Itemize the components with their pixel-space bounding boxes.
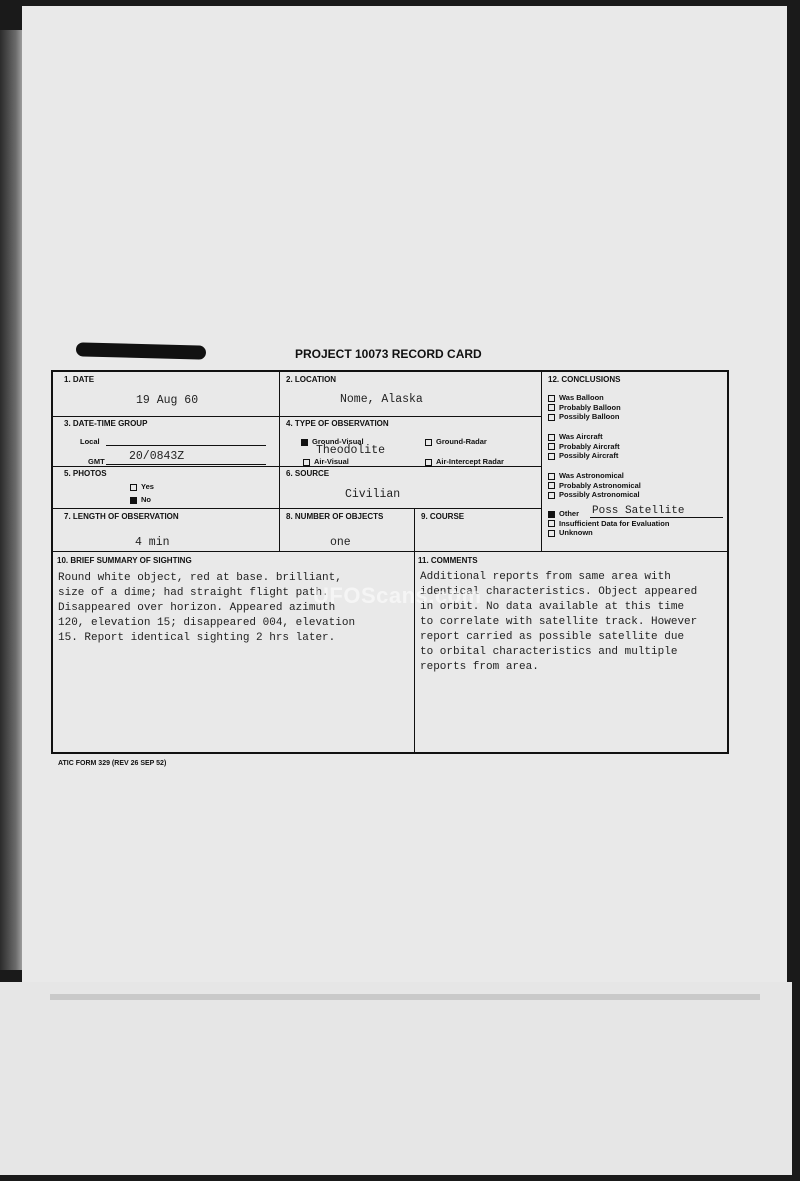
conclusion-item [548,403,621,413]
comments-line: Additional reports from same area with [420,571,671,583]
divider [414,508,415,752]
location-value: Nome, Alaska [340,393,423,406]
divider [541,372,542,551]
local-underline [106,445,266,446]
conclusion-item [548,481,641,491]
date-time-group-label: 3. DATE-TIME GROUP [64,419,148,428]
gmt-value: 20/0843Z [129,450,185,463]
air-intercept-radar-option [425,457,504,466]
summary-text [58,571,355,646]
conclusion-text: Was Balloon [559,393,604,402]
divider [279,372,280,551]
location-label: 2. LOCATION [286,375,337,384]
checkbox-icon [548,482,555,489]
checkbox-icon [548,530,555,537]
conclusion-text: Insufficient Data for Evaluation [559,518,670,528]
page-title: PROJECT 10073 RECORD CARD [295,347,482,361]
other-conclusion-value: Poss Satellite [592,505,685,517]
conclusion-text: Was Astronomical [559,471,624,480]
conclusion-item [548,519,669,529]
conclusions-astronomical-group [548,471,641,500]
checkbox-icon [425,459,432,466]
photos-label: 5. PHOTOS [64,469,107,478]
number-of-objects-label: 8. NUMBER OF OBJECTS [286,512,384,521]
length-of-observation-label: 7. LENGTH OF OBSERVATION [64,512,179,521]
form-number: ATIC FORM 329 (REV 26 SEP 52) [58,760,167,767]
conclusions-label: 12. CONCLUSIONS [548,375,621,384]
other-underline [590,517,723,518]
conclusion-item [548,471,641,481]
comments-line: to correlate with satellite track. However [420,616,698,628]
checked-box-icon [301,439,308,446]
scan-background [0,982,792,1175]
air-intercept-radar-label: Air-Intercept Radar [436,457,504,466]
comments-line: to orbital characteristics and multiple [420,646,678,658]
type-of-observation-label: 4. TYPE OF OBSERVATION [286,419,389,428]
checkbox-icon [548,520,555,527]
comments-line: identical characteristics. Object appeared [420,586,698,598]
air-visual-option [303,457,349,466]
ground-visual-note: Theodolite [316,444,386,457]
conclusion-item [548,412,621,422]
conclusion-item [548,442,620,452]
other-label: Other [559,509,580,518]
summary-line: size of a dime; had straight flight path. [58,587,329,599]
conclusion-item [548,432,620,442]
date-value: 19 Aug 60 [136,394,199,407]
ground-radar-option [425,437,487,446]
checkbox-icon [425,439,432,446]
source-label: 6. SOURCE [286,469,330,478]
summary-label: 10. BRIEF SUMMARY OF SIGHTING [57,556,192,565]
local-label: Local [80,437,100,446]
summary-line: Disappeared over horizon. Appeared azimuth [58,602,336,614]
photos-yes-option [130,482,154,491]
divider [53,466,541,467]
conclusion-item [548,490,641,500]
checked-box-icon [130,497,137,504]
comments-line: reports from area. [420,661,539,673]
watermark: UFOScans.com [313,583,482,608]
summary-line: Round white object, red at base. brilliant, [58,572,342,584]
conclusion-text: Unknown [559,528,593,537]
ground-visual-label: Ground-Visual [312,437,364,446]
conclusions-aircraft-group [548,432,620,461]
gmt-underline [106,464,266,465]
photos-no-label: No [141,495,151,504]
conclusion-item [548,451,620,461]
length-of-observation-value: 4 min [135,536,170,549]
checked-box-icon [548,511,555,518]
course-label: 9. COURSE [421,512,465,521]
checkbox-icon [548,473,555,480]
air-visual-label: Air-Visual [314,457,349,466]
number-of-objects-value: one [330,536,351,549]
checkbox-icon [548,492,555,499]
photos-yes-label: Yes [141,482,154,491]
conclusion-text: Possibly Astronomical [559,490,640,499]
checkbox-icon [548,434,555,441]
conclusion-item [548,528,669,538]
comments-line: in orbit. No data available at this time [420,601,685,613]
conclusion-item [548,393,621,403]
conclusion-text: Possibly Balloon [559,412,620,421]
checkbox-icon [548,404,555,411]
checkbox-icon [303,459,310,466]
checkbox-icon [130,484,137,491]
divider [53,508,541,509]
checkbox-icon [548,443,555,450]
conclusions-balloon-group [548,393,621,422]
photos-no-option [130,495,151,504]
conclusion-text: Probably Astronomical [559,480,641,490]
page-shadow [50,994,760,1000]
checkbox-icon [548,395,555,402]
summary-line: 120, elevation 15; disappeared 004, elevation [58,617,356,629]
source-value: Civilian [345,488,401,501]
conclusion-text: Possibly Aircraft [559,451,619,460]
comments-label: 11. COMMENTS [418,556,478,565]
ground-radar-label: Ground-Radar [436,437,487,446]
conclusion-text: Probably Aircraft [559,441,620,451]
checkbox-icon [548,453,555,460]
conclusion-text: Was Aircraft [559,432,603,441]
checkbox-icon [548,414,555,421]
divider [53,551,727,552]
comments-line: report carried as possible satellite due [420,631,685,643]
gmt-label: GMT [88,457,105,466]
date-label: 1. DATE [64,375,95,384]
divider [53,416,541,417]
conclusion-text: Probably Balloon [559,402,621,412]
summary-line: 15. Report identical sighting 2 hrs later. [58,632,336,644]
